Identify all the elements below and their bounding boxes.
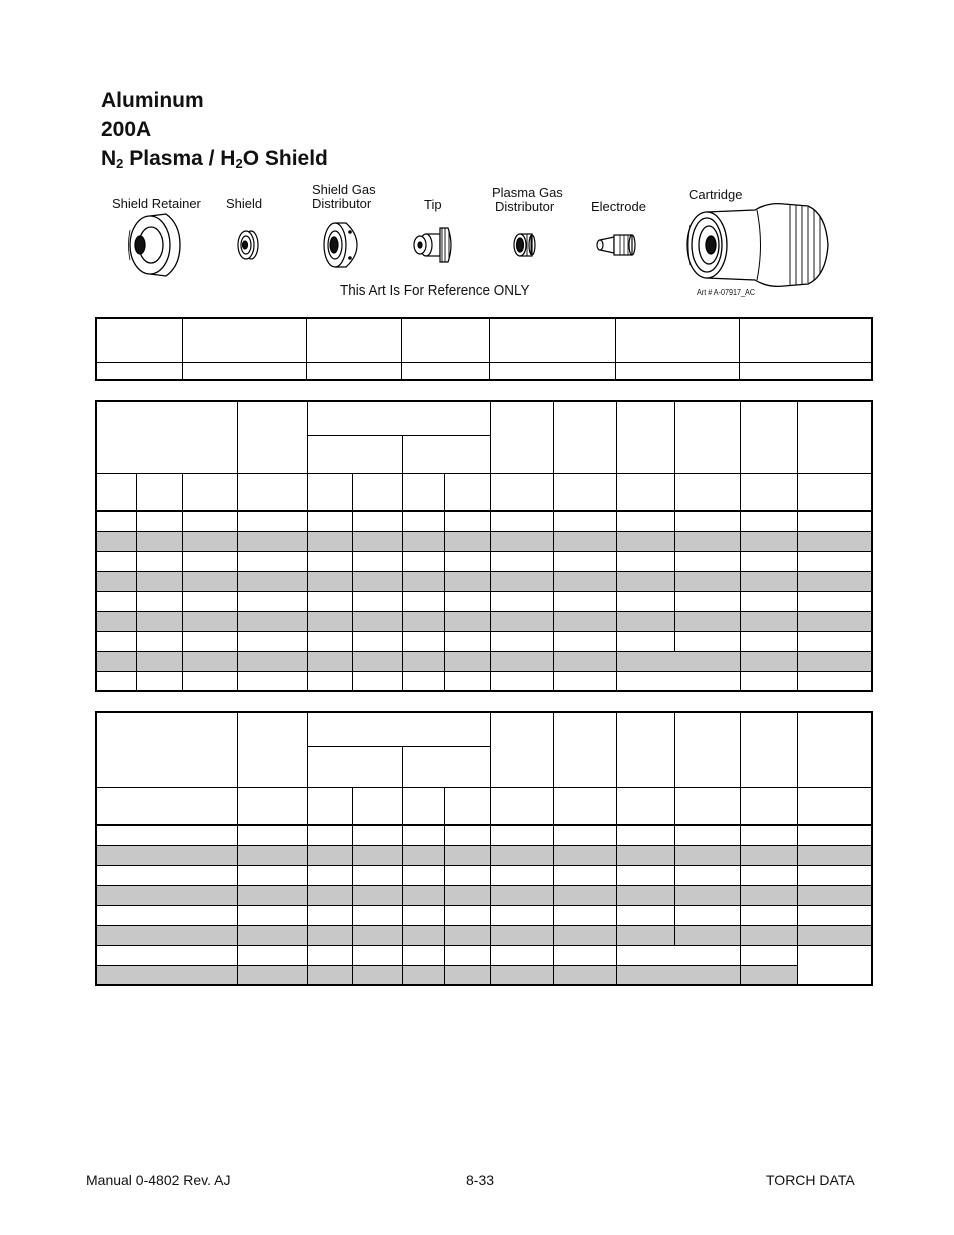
cut-parameters-subheader-row [96, 473, 872, 511]
table-row [96, 531, 872, 551]
table-row [96, 551, 872, 571]
table-row [96, 925, 872, 945]
label-shield: Shield [226, 196, 263, 211]
secondary-parameters-table [95, 711, 873, 986]
label-plasma-gas-distributor: Plasma Gas Distributor [492, 185, 563, 214]
table-row [96, 965, 872, 985]
label-cartridge: Cartridge [689, 187, 743, 202]
table-row [96, 571, 872, 591]
cartridge-drawing [687, 204, 828, 287]
part-number-header-row [96, 318, 872, 362]
label-shield-retainer: Shield Retainer [112, 196, 201, 211]
table-row [96, 825, 872, 845]
label-electrode: Electrode [591, 199, 646, 214]
table-row [96, 631, 872, 651]
part-number-row [96, 362, 872, 380]
cut-parameters-header-row [96, 401, 872, 435]
table-row [96, 885, 872, 905]
footer-manual-revision: Manual 0-4802 Rev. AJ [86, 1172, 231, 1188]
table-row [96, 865, 872, 885]
title-material: Aluminum [101, 89, 204, 112]
title-amperage: 200A [101, 118, 152, 141]
cut-parameters-table [95, 400, 873, 692]
table-row [96, 905, 872, 925]
table-row [96, 651, 872, 671]
title-gas-combination: $N_2$ Plasma / $H_2O$ Shield [101, 147, 328, 171]
secondary-parameters-subheader-row [96, 787, 872, 825]
table-row [96, 611, 872, 631]
shield-gas-distributor-drawing [324, 223, 357, 267]
part-number-table [95, 317, 873, 381]
electrode-drawing [597, 235, 635, 255]
table-row [96, 511, 872, 531]
reference-only-note: This Art Is For Reference ONLY [340, 282, 530, 299]
parts-illustration [0, 0, 954, 300]
shield-retainer-drawing [129, 214, 181, 276]
secondary-parameters-header-row [96, 712, 872, 746]
table-row [96, 671, 872, 691]
table-row [96, 845, 872, 865]
tip-drawing [414, 228, 451, 262]
plasma-gas-distributor-drawing [514, 234, 535, 256]
label-tip: Tip [424, 197, 442, 212]
shield-drawing [238, 231, 258, 259]
label-shield-gas-distributor: Shield Gas Distributor [312, 182, 376, 211]
footer-section-title: TORCH DATA [766, 1172, 855, 1188]
art-number: Art # A-07917_AC [697, 288, 756, 297]
footer-page-number: 8-33 [466, 1172, 495, 1188]
table-row [96, 591, 872, 611]
table-row [96, 945, 872, 965]
